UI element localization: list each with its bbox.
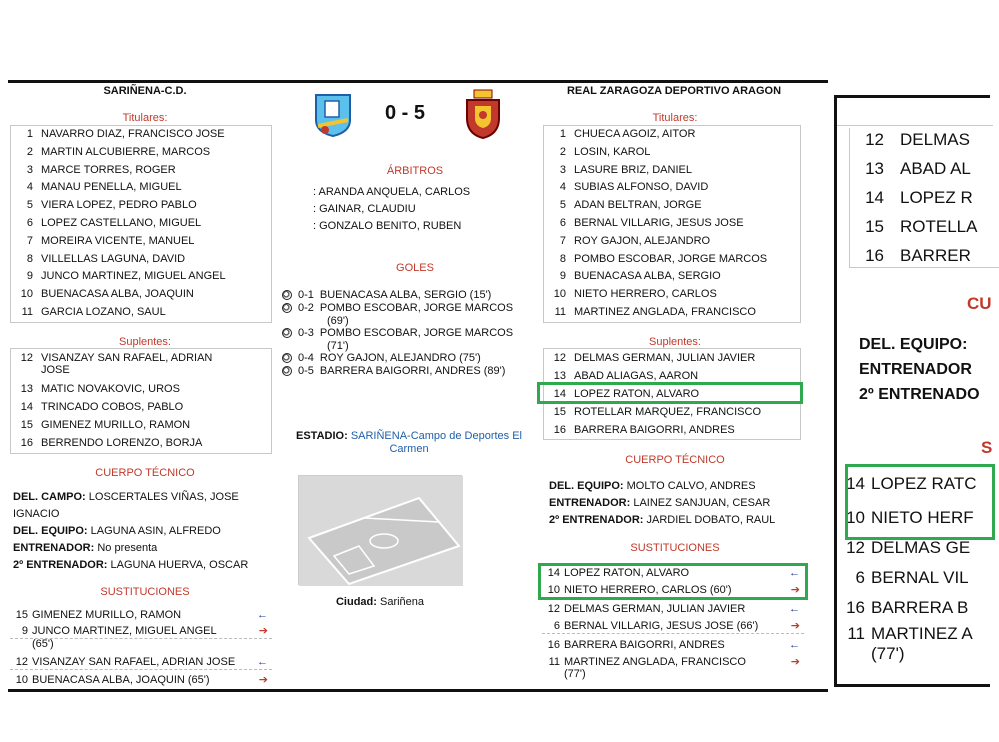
player-row [11, 270, 226, 283]
sub-divider [542, 633, 804, 634]
staff-name: IGNACIO [13, 508, 60, 520]
player-row [11, 364, 70, 377]
player-name: TRINCADO COBOS, PABLO [41, 401, 184, 413]
zoom-sub-row [837, 538, 970, 558]
away-suplentes-title: Suplentes: [649, 336, 701, 348]
goal-scorer: BARRERA BAIGORRI, ANDRES (89') [319, 365, 506, 377]
player-name: DELMAS GERMAN, JULIAN JAVIER [574, 352, 756, 364]
staff-name: JARDIEL DOBATO, RAUL [643, 514, 776, 526]
player-name: GIMENEZ MURILLO, RAMON [41, 419, 191, 431]
zoom-sub-name: BARRERA B [871, 598, 969, 617]
score: 0 - 5 [384, 102, 426, 124]
sub-name: BARRERA BAIGORRI, ANDRES [564, 639, 725, 651]
player-row [544, 128, 695, 141]
player-row [544, 253, 767, 266]
away-cuerpo-title: CUERPO TÉCNICO [625, 454, 725, 466]
zoom-player-number: 12 [865, 130, 884, 149]
player-row [11, 181, 182, 194]
staff-row [549, 480, 756, 492]
arrow-out-icon: ➔ [790, 620, 800, 632]
away-team-name: REAL ZARAGOZA DEPORTIVO ARAGON [566, 85, 782, 97]
estadio [284, 430, 534, 456]
zoom-sub-name: (77') [871, 644, 905, 663]
player-name: LOPEZ CASTELLANO, MIGUEL [41, 217, 202, 229]
sub-name: NIETO HERRERO, CARLOS (60') [564, 584, 732, 596]
zoom-player-row [850, 217, 977, 237]
player-row [544, 288, 717, 301]
player-number: 13 [553, 370, 566, 382]
ciudad-value: Sariñena [379, 596, 425, 608]
zoom-staff-row: ENTRENADOR [859, 361, 972, 378]
away-crest-icon [462, 88, 504, 140]
zoom-player-row [850, 159, 971, 179]
sub-name: VISANZAY SAN RAFAEL, ADRIAN JOSE [32, 656, 236, 668]
stadium-image [298, 475, 462, 585]
zoom-player-number: 16 [865, 246, 884, 265]
goal-row [282, 302, 513, 314]
player-name: BARRERA BAIGORRI, ANDRES [574, 424, 735, 436]
goal-minute: (69') [327, 315, 349, 327]
player-name: VISANZAY SAN RAFAEL, ADRIAN [41, 352, 213, 364]
player-number: 11 [21, 306, 33, 318]
away-sustituciones-title: SUSTITUCIONES [630, 542, 720, 554]
player-name: LOPEZ RATON, ALVARO [574, 388, 700, 400]
zoom-player-row [850, 246, 971, 266]
zoom-player-name: BARRER [900, 246, 971, 265]
soccer-ball-icon [282, 353, 292, 363]
player-number: 14 [553, 388, 566, 400]
player-row [11, 235, 194, 248]
sub-name: DELMAS GERMAN, JULIAN JAVIER [564, 603, 746, 615]
player-number: 7 [559, 234, 566, 247]
sub-number: 11 [548, 656, 560, 668]
player-number: 12 [553, 352, 566, 364]
referee-row: : GAINAR, CLAUDIU [313, 203, 416, 215]
staff-role: ENTRENADOR: [13, 542, 95, 554]
substitution-row [542, 656, 804, 668]
zoom-sub-number: 6 [855, 568, 865, 587]
zoom-sub-row [837, 644, 904, 664]
goal-row [282, 289, 491, 301]
substitution-row [10, 674, 272, 686]
ciudad [298, 596, 462, 608]
player-row [544, 406, 761, 419]
zoom-sub-number: 12 [846, 538, 865, 557]
sub-number: 10 [547, 584, 560, 596]
player-name: BERRENDO LORENZO, BORJA [41, 437, 203, 449]
player-number: 10 [553, 288, 566, 301]
player-number: 6 [559, 217, 566, 229]
home-subs [10, 609, 272, 689]
staff-name: LOSCERTALES VIÑAS, JOSE [85, 491, 239, 503]
zoom-sub-row [837, 624, 973, 644]
player-name: JOSE [41, 364, 70, 376]
staff-row [13, 559, 248, 571]
arrow-in-icon: ← [789, 639, 800, 651]
player-name: MARTINEZ ANGLADA, FRANCISCO [574, 306, 756, 318]
goal-score: 0-5 [298, 365, 314, 377]
arrow-in-icon: ← [257, 656, 268, 668]
player-name: CHUECA AGOIZ, AITOR [574, 128, 696, 140]
zoom-highlight [845, 464, 995, 540]
home-suplentes-list [10, 348, 272, 454]
player-number: 9 [559, 270, 566, 283]
player-number: 9 [26, 270, 33, 283]
arrow-in-icon: ← [789, 567, 800, 579]
player-number: 11 [554, 306, 566, 318]
zoom-player-number: 15 [865, 217, 884, 236]
player-row [11, 383, 180, 396]
goal-row [282, 315, 349, 327]
zoom-sub-number: 10 [846, 508, 865, 527]
player-name: SUBIAS ALFONSO, DAVID [574, 181, 709, 194]
zoom-player-name: ABAD AL [900, 159, 971, 178]
goal-row [282, 365, 505, 377]
player-number: 3 [559, 163, 566, 176]
goal-scorer: BUENACASA ALBA, SERGIO (15') [319, 289, 492, 301]
soccer-ball-icon [282, 290, 292, 300]
staff-row [13, 542, 157, 554]
player-number: 10 [20, 288, 33, 301]
player-name: BERNAL VILLARIG, JESUS JOSE [574, 217, 744, 229]
zoom-staff-row: DEL. EQUIPO: [859, 336, 968, 353]
player-row [544, 235, 710, 248]
player-row [544, 164, 692, 177]
player-name: MATIC NOVAKOVIC, UROS [41, 383, 180, 395]
arrow-out-icon: ➔ [790, 584, 800, 596]
player-name: NAVARRO DIAZ, FRANCISCO JOSE [41, 128, 225, 140]
soccer-ball-icon [282, 303, 292, 313]
player-name: ADAN BELTRAN, JORGE [574, 199, 702, 212]
player-row [544, 352, 755, 365]
staff-role: 2º ENTRENADOR: [549, 514, 644, 526]
player-row [544, 199, 702, 212]
sub-name: MARTINEZ ANGLADA, FRANCISCO [564, 656, 746, 668]
staff-name: No presenta [94, 542, 158, 554]
zoom-sub-name: MARTINEZ A [871, 624, 973, 643]
zoom-suplentes [849, 128, 999, 268]
sub-number: 9 [21, 625, 28, 637]
player-row [11, 437, 202, 450]
staff-row [549, 514, 775, 526]
player-name: NIETO HERRERO, CARLOS [574, 288, 717, 301]
player-number: 13 [20, 383, 33, 395]
player-row [11, 419, 190, 432]
substitution-row [10, 609, 272, 621]
player-row [11, 401, 183, 414]
substitution-row [542, 620, 804, 632]
zoom-player-name: ROTELLA [900, 217, 978, 236]
ciudad-label: Ciudad: [335, 596, 377, 608]
zoom-player-number: 14 [865, 188, 884, 207]
substitution-row [10, 656, 272, 668]
zoom-sub-number: 16 [846, 598, 865, 617]
home-titulares-title: Titulares: [122, 112, 168, 124]
player-row [544, 217, 744, 230]
player-number: 8 [26, 252, 33, 265]
staff-role: 2º ENTRENADOR: [13, 559, 108, 571]
player-number: 16 [20, 437, 33, 449]
sub-name: BERNAL VILLARIG, JESUS JOSE (66') [564, 620, 759, 632]
goal-scorer: POMBO ESCOBAR, JORGE MARCOS [319, 302, 514, 314]
player-name: POMBO ESCOBAR, JORGE MARCOS [574, 252, 768, 265]
player-number: 2 [26, 145, 33, 158]
estadio-label: ESTADIO: [296, 430, 348, 442]
staff-row [13, 508, 59, 520]
player-number: 5 [26, 199, 33, 212]
zoom-sust-title: S [981, 438, 993, 457]
player-number: 4 [559, 181, 566, 194]
arrow-out-icon: ➔ [258, 674, 268, 686]
referee-row: : ARANDA ANQUELA, CARLOS [313, 186, 471, 198]
zoom-sub-number: 14 [846, 474, 865, 493]
top-rule [8, 80, 828, 83]
goal-scorer: POMBO ESCOBAR, JORGE MARCOS [319, 327, 514, 339]
home-sustituciones-title: SUSTITUCIONES [100, 586, 190, 598]
goal-score: 0-1 [298, 289, 314, 301]
player-row [11, 253, 185, 266]
substitution-row [542, 639, 804, 651]
goal-minute: (71') [327, 340, 349, 352]
player-name: MARCE TORRES, ROGER [41, 163, 176, 176]
player-name: VILLELLAS LAGUNA, DAVID [41, 252, 186, 265]
player-row [11, 146, 210, 159]
staff-role: ENTRENADOR: [549, 497, 631, 509]
player-name: BUENACASA ALBA, JOAQUIN [41, 288, 194, 301]
goal-row [282, 340, 349, 352]
player-number: 3 [26, 163, 33, 176]
zoom-staff-row: 2º ENTRENADO [859, 386, 980, 403]
player-row [544, 424, 735, 437]
player-row [544, 146, 650, 159]
player-number: 2 [559, 145, 566, 158]
staff-row [13, 491, 239, 503]
home-crest [313, 92, 353, 138]
goal-row [282, 352, 481, 364]
home-crest-icon [313, 92, 353, 138]
player-name: MANAU PENELLA, MIGUEL [41, 181, 182, 194]
player-row [11, 199, 197, 212]
goal-row [282, 327, 513, 339]
sub-number: 10 [15, 674, 28, 686]
player-number: 1 [26, 128, 33, 140]
goal-score: 0-3 [298, 327, 314, 339]
home-titulares-list [10, 125, 272, 323]
staff-name: LAGUNA ASIN, ALFREDO [87, 525, 221, 537]
goal-scorer: ROY GAJON, ALEJANDRO (75') [319, 352, 481, 364]
player-row [11, 128, 225, 141]
away-titulares-title: Titulares: [652, 112, 698, 124]
sub-number: 16 [547, 639, 560, 651]
staff-row [549, 497, 770, 509]
referee-row: : GONZALO BENITO, RUBEN [313, 220, 462, 232]
staff-row [13, 525, 221, 537]
player-name: MARTIN ALCUBIERRE, MARCOS [41, 145, 211, 158]
player-number: 8 [559, 252, 566, 265]
pitch-icon [299, 476, 463, 586]
arrow-in-icon: ← [789, 603, 800, 615]
away-titulares-list [543, 125, 801, 323]
player-row [544, 270, 721, 283]
player-name: MOREIRA VICENTE, MANUEL [41, 234, 195, 247]
home-cuerpo-title: CUERPO TÉCNICO [95, 467, 195, 479]
sub-number: 15 [15, 609, 28, 621]
player-number: 7 [26, 234, 33, 247]
zoom-sub-row [837, 568, 969, 588]
arrow-out-icon: ➔ [790, 656, 800, 668]
highlight-subs-14-10 [538, 563, 808, 600]
zoom-header-bar [837, 98, 993, 126]
arrow-out-icon: ➔ [258, 625, 268, 637]
sub-number: 12 [15, 656, 28, 668]
substitution-row [542, 603, 804, 615]
zoom-sub-row [837, 598, 968, 618]
player-number: 12 [20, 352, 33, 364]
arrow-in-icon: ← [257, 609, 268, 621]
player-number: 6 [26, 217, 33, 229]
sub-name: GIMENEZ MURILLO, RAMON [32, 609, 182, 621]
player-row [11, 164, 176, 177]
staff-role: DEL. CAMPO: [13, 491, 86, 503]
sub-divider [10, 669, 272, 670]
player-name: GARCIA LOZANO, SAUL [41, 306, 166, 318]
zoom-player-number: 13 [865, 159, 884, 178]
sub-name: BUENACASA ALBA, JOAQUIN (65') [32, 674, 210, 686]
player-name: JUNCO MARTINEZ, MIGUEL ANGEL [41, 270, 226, 283]
sub-name: JUNCO MARTINEZ, MIGUEL ANGEL [32, 625, 217, 637]
staff-role: DEL. EQUIPO: [549, 480, 624, 492]
zoom-sub-name: DELMAS GE [871, 538, 971, 557]
player-row [11, 217, 201, 230]
staff-name: MOLTO CALVO, ANDRES [623, 480, 756, 492]
soccer-ball-icon [282, 366, 292, 376]
substitution-row [10, 625, 272, 637]
estadio-value[interactable]: SARIÑENA-Campo de Deportes El Carmen [350, 430, 522, 455]
player-name: ABAD ALIAGAS, AARON [574, 370, 699, 382]
staff-name: LAINEZ SANJUAN, CESAR [630, 497, 771, 509]
goal-score: 0-2 [298, 302, 314, 314]
zoom-sub-name: NIETO HERF [871, 508, 974, 527]
bottom-rule [8, 689, 828, 692]
sub-number: 12 [547, 603, 560, 615]
zoom-player-row [850, 130, 970, 150]
player-number: 14 [20, 401, 33, 413]
player-name: BUENACASA ALBA, SERGIO [574, 270, 721, 283]
sub-name: (77') [564, 668, 586, 680]
player-name: LASURE BRIZ, DANIEL [574, 163, 692, 176]
player-number: 4 [26, 181, 33, 194]
highlight-suplente-14 [537, 382, 803, 404]
player-name: ROTELLAR MARQUEZ, FRANCISCO [574, 406, 762, 418]
player-row [11, 306, 166, 319]
player-row [544, 306, 756, 319]
player-number: 5 [559, 199, 566, 212]
sub-number: 14 [547, 567, 560, 579]
zoom-player-row [850, 188, 973, 208]
zoom-player-name: DELMAS [900, 130, 970, 149]
zoom-panel [834, 95, 993, 687]
goal-score: 0-4 [298, 352, 314, 364]
home-team-name: SARIÑENA-C.D. [103, 85, 187, 97]
zoom-sub-number: 11 [847, 624, 865, 643]
player-number: 16 [553, 424, 566, 436]
player-number: 15 [553, 406, 566, 418]
zoom-player-name: LOPEZ R [900, 188, 973, 207]
sub-name: LOPEZ RATON, ALVARO [564, 567, 690, 579]
sub-name: (65') [32, 638, 54, 650]
substitution-row [542, 668, 804, 680]
player-row [11, 288, 194, 301]
player-row [544, 181, 708, 194]
player-number: 15 [20, 419, 33, 431]
zoom-cuerpo-title: CU [967, 294, 992, 313]
goles-title: GOLES [396, 262, 434, 274]
home-suplentes-title: Suplentes: [119, 336, 171, 348]
substitution-row [10, 638, 272, 650]
player-number: 1 [559, 128, 566, 140]
staff-role: DEL. EQUIPO: [13, 525, 88, 537]
sub-number: 6 [553, 620, 560, 632]
player-name: VIERA LOPEZ, PEDRO PABLO [41, 199, 197, 212]
zoom-sub-name: LOPEZ RATC [871, 474, 977, 493]
staff-name: LAGUNA HUERVA, OSCAR [107, 559, 249, 571]
player-name: LOSIN, KAROL [574, 145, 651, 158]
player-name: ROY GAJON, ALEJANDRO [574, 234, 711, 247]
soccer-ball-icon [282, 328, 292, 338]
zoom-sub-name: BERNAL VIL [871, 568, 969, 587]
away-crest [462, 88, 504, 140]
arbitros-title: ÁRBITROS [386, 165, 444, 177]
